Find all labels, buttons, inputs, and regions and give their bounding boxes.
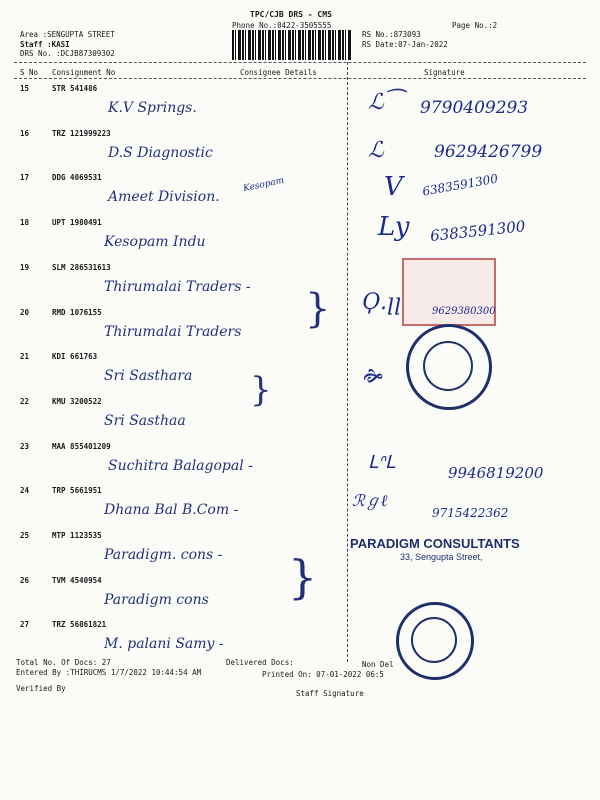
row-sno: 22 [20, 397, 30, 406]
row-consignment-no: MAA 855401209 [52, 442, 111, 451]
columns-divider [14, 78, 586, 79]
row-consignment-no: MTP 1123535 [52, 531, 102, 540]
row-consignee-name: Ameet Division. [108, 189, 220, 205]
row-consignment-no: TRP 5661951 [52, 486, 102, 495]
signature-16: ℒ [368, 138, 384, 163]
signature-15: ℒ⁀ [368, 90, 402, 115]
row-consignment-no: RMD 1076155 [52, 308, 102, 317]
header-divider [14, 62, 586, 63]
bracket-21-22: } [250, 370, 272, 410]
signature-24: ℛℊℓ [352, 491, 388, 510]
row-consignment-no: KDI 661763 [52, 352, 98, 361]
phone-23: 9946819200 [448, 464, 544, 482]
document-title: TPC/CJB DRS - CMS [250, 10, 332, 19]
page-number: Page No.:2 [452, 21, 498, 30]
row-sno: 15 [20, 84, 30, 93]
row-consignment-no: SLM 286531613 [52, 263, 111, 272]
row-sno: 20 [20, 308, 30, 317]
entered-by: Entered By :THIRUCMS 1/7/2022 10:44:54 AM [16, 668, 202, 677]
bracket-19-20: } [305, 286, 331, 332]
row-consignee-name: Sri Sasthara [104, 368, 193, 384]
signature-21: 🙞 [362, 366, 382, 387]
drs-number: DRS No. :DCJB87309302 [20, 49, 115, 58]
staff-label: Staff :KASI [20, 40, 70, 49]
phone-19: 9629380300 [432, 306, 496, 317]
row-consignee-name: Paradigm. cons - [104, 547, 223, 563]
signature-18: Ly [378, 212, 410, 242]
axis-finance-stamp [396, 602, 474, 680]
kesopam-note: Kesopam [242, 175, 286, 195]
row-sno: 23 [20, 442, 30, 451]
phone-17: 6383591300 [421, 171, 499, 199]
row-consignee-name: D.S Diagnostic [108, 145, 213, 161]
phone-24: 9715422362 [432, 506, 509, 520]
non-delivered-docs: Non Del [362, 660, 394, 669]
signature-23: ᒪᐢᒪ [368, 452, 396, 473]
row-consignee-name: Paradigm cons [104, 592, 209, 608]
phone-16: 9629426799 [434, 142, 543, 162]
rs-number: RS No.:873093 [362, 30, 421, 39]
row-consignment-no: TRZ 56861821 [52, 620, 107, 629]
row-consignee-name: Kesopam Indu [104, 234, 206, 250]
row-consignment-no: KMU 3200522 [52, 397, 102, 406]
col-signature: Signature [424, 68, 465, 77]
col-consignee: Consignee Details [240, 68, 317, 77]
phone-number: Phone No.:0422-3505555 [232, 21, 332, 30]
bracket-25-26: } [288, 550, 318, 604]
area-label: Area :SENGUPTA STREET [20, 30, 115, 39]
signature-17: V [384, 172, 403, 202]
row-consignment-no: TRZ 121999223 [52, 129, 111, 138]
row-sno: 21 [20, 352, 30, 361]
phone-15: 9790409293 [420, 98, 529, 118]
row-sno: 18 [20, 218, 30, 227]
row-sno: 17 [20, 173, 30, 182]
row-consignment-no: DDG 4069531 [52, 173, 102, 182]
row-consignee-name: Dhana Bal B.Com - [104, 502, 239, 518]
signature-column-divider [347, 62, 348, 662]
paradigm-stamp-name: PARADIGM CONSULTANTS [350, 536, 520, 551]
paradigm-stamp-body [375, 560, 535, 600]
row-consignee-name: Thirumalai Traders [104, 324, 242, 340]
barcode [232, 30, 352, 60]
coimbatore-stamp [406, 324, 492, 410]
staff-signature: Staff Signature [296, 689, 364, 698]
row-sno: 27 [20, 620, 30, 629]
delivered-docs: Delivered Docs: [226, 658, 294, 667]
row-consignee-name: Suchitra Balagopal - [108, 458, 253, 474]
col-consignment: Consignment No [52, 68, 116, 77]
row-sno: 24 [20, 486, 30, 495]
total-docs: Total No. Of Docs: 27 [16, 658, 111, 667]
row-sno: 25 [20, 531, 30, 540]
row-sno: 16 [20, 129, 30, 138]
row-consignment-no: STR 541486 [52, 84, 98, 93]
verified-by: Verified By [16, 684, 66, 693]
row-consignee-name: Sri Sasthaa [104, 413, 186, 429]
row-consignee-name: Thirumalai Traders - [104, 279, 251, 295]
phone-18: 6383591300 [429, 217, 527, 245]
row-sno: 19 [20, 263, 30, 272]
row-consignee-name: M. palani Samy - [104, 636, 224, 652]
rs-date: RS Date:07-Jan-2022 [362, 40, 448, 49]
signature-19: Ϙ.ꞁꞁ [362, 290, 402, 315]
row-consignee-name: K.V Springs. [108, 100, 197, 116]
col-sno: S No [20, 68, 39, 77]
paradigm-stamp-address: 33, Sengupta Street, [400, 552, 483, 562]
row-consignment-no: UPT 1980491 [52, 218, 102, 227]
printed-on: Printed On: 07-01-2022 06:5 [262, 670, 384, 679]
row-sno: 26 [20, 576, 30, 585]
row-consignment-no: TVM 4540954 [52, 576, 102, 585]
